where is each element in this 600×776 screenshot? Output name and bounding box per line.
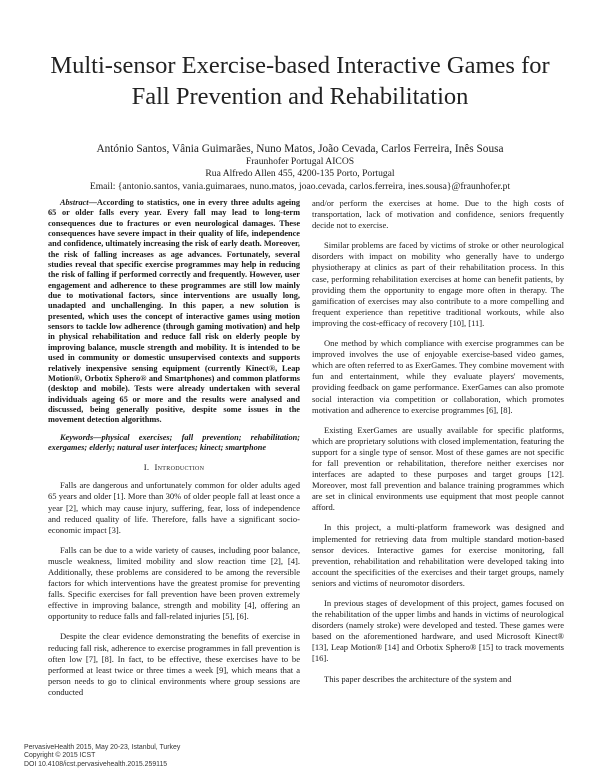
paper-title: Multi-sensor Exercise-based Interactive Games for Fall Prevention and Rehabilitation [50,52,550,110]
section-number: I. [143,462,150,473]
body-paragraph: In previous stages of development of this project, games focused on the rehabilitation of the upper limbs and hands in victims of neurological disorders (namely stroke) were developed and tested. These games were based on the aforementioned hardware, and used Microsoft Kinect® [13], Leap Motion® [14] and Orbotix Sphero® [15] to track movements [16]. [312,598,564,664]
section-heading-introduction [48,462,300,473]
abstract-lead: Abstract [60,198,89,207]
section-title: Introduction [154,462,205,473]
body-paragraph: This paper describes the architecture of the system and [324,673,512,684]
left-column [48,198,300,707]
abstract-body: —According to statistics, one in every three adults ageing 65 or older falls every year. Every fall may lead to long-term consequences due to fractures or even neurological damages. These consequences have severe impact in their quality of life, independence and confidence, ultimately increasing the risk of early death. Moreover, the risk of falling increases as age advances. Fortunately, several studies reveal that specific exercise programmes may help in reducing the risk of falling if performed correctly and frequently. However, user engagement and adherence to these programmes are still low mainly due to motivational factors, since interventions are usually long, unadapted and unchallenging. In this paper, a new solution is presented, which uses the concept of interactive games using motion sensors to tackle low adherence (through gaming motivation) and help in physical rehabilitation and reduce fall risk on elderly people by improving balance, muscle strength and mobility. It is intended to be used in community or domestic unsupervised contexts and supports relatively inexpensive sensing equipment (currently Kinect®, Leap Motion®, Orbotix Sphero® and Smartphones) and common platforms (desktop and mobile). Tests were already undertaken with several individuals ageing 65 or more and the results were analysed and discussed, being generally positive, despite some issues in the movement detection algorithms. [48,198,300,425]
keywords: Keywords—physical exercises; fall prevention; rehabilitation; exergames; elderly; natural user interfaces; kinect; smartphone [48,432,300,452]
affiliation-block [40,156,560,193]
affiliation-address: Rua Alfredo Allen 455, 4200-135 Porto, Portugal [205,168,395,180]
body-paragraph: and/or perform the exercises at home. Due to the high costs of transportation, lack of motivation and confidence, seniors frequently decide not to exercise. [312,198,564,231]
body-paragraph: In this project, a multi-platform framework was designed and implemented for retrieving data from multiple standard motion-based sensor devices. Interactive games for exercise monitoring, fall prevention, rehabilitation and rehabilitation were developed taking into account the specificities of the exercises and their target groups, namely seniors and victims of neuromotor disorders. [312,522,564,588]
abstract [48,198,300,426]
footer-copyright: Copyright © 2015 ICST [24,752,96,760]
affiliation-org: Fraunhofer Portugal AICOS [245,156,355,167]
body-paragraph: Similar problems are faced by victims of stroke or other neurological disorders with impact on mobility who generally have to undergo physiotherapy at clinics as part of their rehabilitation process. In this case, performing rehabilitation exercises at home can benefit patients, by providing them the opportunity to engage more often in therapy. The gamification of exercises may also contribute to a more compelling and frequent experience than repetitive traditional workouts, while also improving the cost-efficacy of recovery [10], [11]. [312,240,564,328]
body-paragraph: Falls can be due to a wide variety of causes, including poor balance, muscle weakness, limited mobility and slow reaction time [2], [4]. Additionally, these problems are considered to be among the reversible factors for which interventions have the greatest promise for preventing falls. Specific exercises for fall prevention have been proven extremely effective in improving balance, strength and mobility [4], offering an opportunity to reduce falls and fall-related injuries [5], [6]. [48,544,300,622]
affiliation-email: Email: {antonio.santos, vania.guimaraes, nuno.matos, joao.cevada, carlos.ferreira, ines.sousa}@fraunhofer.pt [89,180,511,192]
body-paragraph: Falls are dangerous and unfortunately common for older adults aged 65 years and older [1]. More than 30% of older people fall at least once a year [2], which may cause injury, suffering, fear, loss of independence and reduced quality of life. Therefore, falls have a significant socio-economic impact [3]. [48,480,300,535]
body-paragraph: Despite the clear evidence demonstrating the benefits of exercise in reducing fall risk, adherence to exercise programmes in fall prevention is often low [7], [8]. In fact, to be effective, these exercises have to be performed at least twice or three times a week [9], which means that a person needs to go to clinical environments where group sessions are conducted [48,631,300,697]
footer-doi: DOI 10.4108/icst.pervasivehealth.2015.259115 [24,760,168,768]
body-paragraph: One method by which compliance with exercise programmes can be improved involves the use of enjoyable exercise-based video games, which are often referred to as ExerGames. They combine movement with fun and entertainment, while they evaluate players' movements, providing feedback on game performance. ExerGames can also promote social interaction via competition or collaboration, which promotes motivation and adherence to exercise programmes [6], [8]. [312,338,564,415]
footer-conference: PervasiveHealth 2015, May 20-23, Istanbul, Turkey [24,744,181,751]
author-list: António Santos, Vânia Guimarães, Nuno Matos, João Cevada, Carlos Ferreira, Inês Sousa [96,143,504,155]
conference-footer [24,744,180,769]
body-paragraph: Existing ExerGames are usually available for specific platforms, which are proprietary solutions with closed implementation, featuring the support for a single type of sensor. Most of these games are not specific for fall prevention or rehabilitation, therefore neither exercises nor interfaces are adapted to these purposes and target groups [12]. Moreover, most fall prevention and balance training programmes which are set in clinical environments use equipment that most people cannot afford. [312,424,564,513]
right-column [312,198,564,694]
